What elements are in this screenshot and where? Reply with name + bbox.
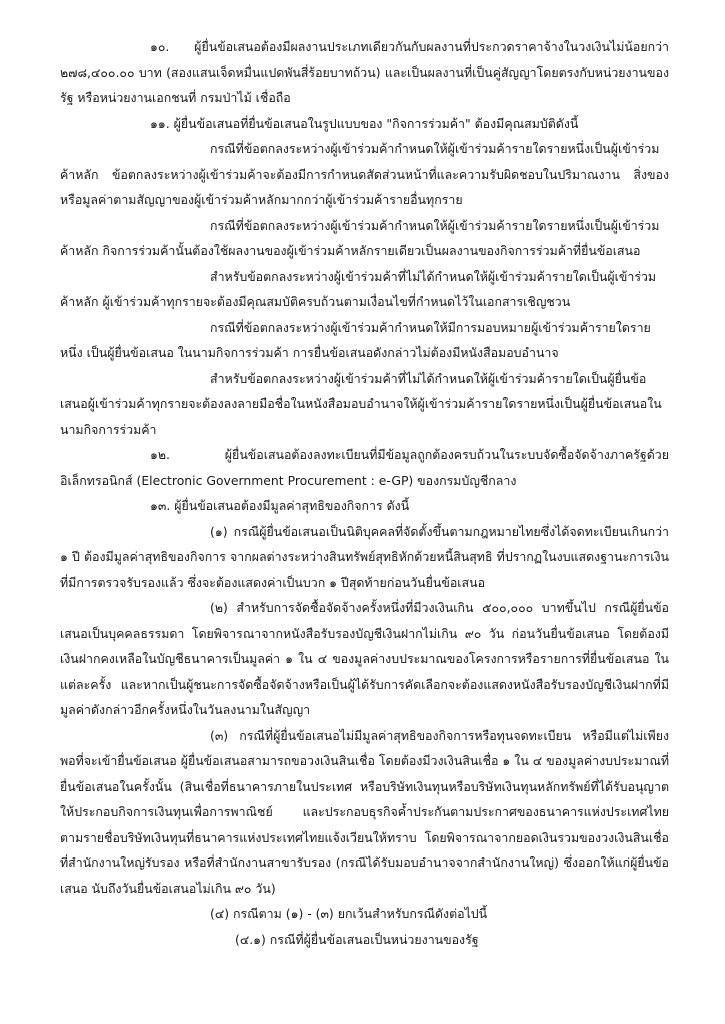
net-worth-item-2: (๒) สำหรับการจัดซื้อจัดจ้างครั้งหนึ่งที่มีวงเงินเกิน ๕๐๐,๐๐๐ บาทขึ้นไป กรณีผู้ยื่นข้อเสนอเป็นบุคคลธรรมดา โดยพิจารณาจากหนังสือรับรองบัญชีเงินฝากไม่เกิน ๙๐ วัน ก่อนวันยื่นข้อเสนอ โดยต้องมีเงินฝากคงเหลือในบัญชีธนาคารเป็นมูลค่า ๑ ใน ๔ ของมูลค่างบประมาณของโครงการหรือรายการที่ยื่นข้อเสนอ ในแต่ละครั้ง และหากเป็นผู้ชนะการจัดซื้อจัดจ้างหรือเป็นผู้ได้รับการคัดเลือกจะต้องแสดงหนังสือรับรองบัญชีเงินฝากที่มีมูลค่าดังกล่าวอีกครั้งหนึ่งในวันลงนามในสัญญา xyxy=(60,600,669,717)
jv-power-of-attorney: สำหรับข้อตกลงระหว่างผู้เข้าร่วมค้าที่ไม่ได้กำหนดให้ผู้เข้าร่วมค้ารายใดเป็นผู้ยื่นข้อเสนอผู้เข้าร่วมค้าทุกรายจะต้องลงลายมือชื่อในหนังสือมอบอำนาจให้ผู้เข้าร่วมค้ารายใดรายหนึ่งเป็นผู้ยื่นข้อเสนอในนามกิจการร่วมค้า xyxy=(60,370,662,437)
net-worth-item-4-1: (๔.๑) กรณีที่ผู้ยื่นข้อเสนอเป็นหน่วยงานของรัฐ xyxy=(235,931,479,947)
clause-10-past-work: ๑๐. ผู้ยื่นข้อเสนอต้องมีผลงานประเภทเดียวกันกับผลงานที่ประกวดราคาจ้างในวงเงินไม่น้อยกว่า ๒๗๘,๔๐๐.๐๐ บาท (สองแสนเจ็ดหมื่นแปดพันสี่ร้อยบาทถ้วน) และเป็นผลงานที่เป็นคู่สัญญาโดยตรงกับหน่วยงานของรัฐ หรือหน่วยงานเอกชนที่ กรมป่าไม้ เชื่อถือ xyxy=(60,39,669,105)
net-worth-item-4: (๔) กรณีตาม (๑) - (๓) ยกเว้นสำหรับกรณีดังต่อไปนี้ xyxy=(210,906,488,921)
clause-13-net-worth: ๑๓. ผู้ยื่นข้อเสนอต้องมีมูลค่าสุทธิของกิจการ ดังนี้ xyxy=(150,498,410,513)
jv-no-lead-qualification: สำหรับข้อตกลงระหว่างผู้เข้าร่วมค้าที่ไม่ได้กำหนดให้ผู้เข้าร่วมค้ารายใดเป็นผู้เข้าร่วมค้าหลัก ผู้เข้าร่วมค้าทุกรายจะต้องมีคุณสมบัติครบถ้วนตามเงื่อนไขที่กำหนดไว้ในเอกสารเชิญชวน xyxy=(60,268,657,309)
net-worth-item-1: (๑) กรณีผู้ยื่นข้อเสนอเป็นนิติบุคคลที่จัดตั้งขึ้นตามกฎหมายไทยซึ่งได้จดทะเบียนเกินกว่า ๑ ปี ต้องมีมูลค่าสุทธิของกิจการ จากผลต่างระหว่างสินทรัพย์สุทธิหักด้วยหนี้สินสุทธิ ที่ปรากฏในงบแสดงฐานะการเงินที่มีการตรวจรับรองแล้ว ซึ่งจะต้องแสดงค่าเป็นบวก ๑ ปีสุดท้ายก่อนวันยื่นข้อเสนอ xyxy=(60,523,669,590)
net-worth-item-3: (๓) กรณีที่ผู้ยื่นข้อเสนอไม่มีมูลค่าสุทธิของกิจการหรือทุนจดทะเบียน หรือมีแต่ไม่เพียงพอที่จะเข้ายื่นข้อเสนอ ผู้ยื่นข้อเสนอสามารถขอวงเงินสินเชื่อ โดยต้องมีวงเงินสินเชื่อ ๑ ใน ๔ ของมูลค่างบประมาณที่ยื่นข้อเสนอในครั้งนั้น (สินเชื่อที่ธนาคารภายในประเทศ หรือบริษัทเงินทุนหรือบริษัทเงินทุนหลักทรัพย์ที่ได้รับอนุญาตให้ประกอบกิจการเงินทุนเพื่อการพาณิชย์ และประกอบธุรกิจค้ำประกันตามประกาศของธนาคารแห่งประเทศไทย ตามรายชื่อบริษัทเงินทุนที่ธนาคารแห่งประเทศไทยแจ้งเวียนให้ทราบ โดยพิจารณาจากยอดเงินรวมของวงเงินสินเชื่อที่สำนักงานใหญ่รับรอง หรือที่สำนักงานสาขารับรอง (กรณีได้รับมอบอำนาจจากสำนักงานใหญ่) ซึ่งออกให้แก่ผู้ยื่นข้อเสนอ นับถึงวันยื่นข้อเสนอไม่เกิน ๙๐ วัน) xyxy=(60,727,669,896)
clause-11-joint-venture: ๑๑. ผู้ยื่นข้อเสนอที่ยื่นข้อเสนอในรูปแบบของ "กิจการร่วมค้า" ต้องมีคุณสมบัติดังนี้ xyxy=(150,115,579,131)
jv-designated-bidder: กรณีที่ข้อตกลงระหว่างผู้เข้าร่วมค้ากำหนดให้มีการมอบหมายผู้เข้าร่วมค้ารายใดรายหนึ่ง เป็นผู้ยื่นข้อเสนอ ในนามกิจการร่วมค้า การยื่นข้อเสนอดังกล่าวไม่ต้องมีหนังสือมอบอำนาจ xyxy=(60,319,651,360)
jv-lead-partner-share: กรณีที่ข้อตกลงระหว่างผู้เข้าร่วมค้ากำหนดให้ผู้เข้าร่วมค้ารายใดรายหนึ่งเป็นผู้เข้าร่วมค้าหลัก ข้อตกลงระหว่างผู้เข้าร่วมค้าจะต้องมีการกำหนดสัดส่วนหน้าที่และความรับผิดชอบในปริมาณงาน สิ่งของ หรือมูลค่าตามสัญญาของผู้เข้าร่วมค้าหลักมากกว่าผู้เข้าร่วมค้ารายอื่นทุกราย xyxy=(60,141,669,207)
jv-lead-partner-portfolio: กรณีที่ข้อตกลงระหว่างผู้เข้าร่วมค้ากำหนดให้ผู้เข้าร่วมค้ารายใดรายหนึ่งเป็นผู้เข้าร่วมค้าหลัก กิจการร่วมค้านั้นต้องใช้ผลงานของผู้เข้าร่วมค้าหลักรายเดียวเป็นผลงานของกิจการร่วมค้าที่ยื่นข้อเสนอ xyxy=(60,217,660,258)
clause-12-egp-registration: ๑๒. ผู้ยื่นข้อเสนอต้องลงทะเบียนที่มีข้อมูลถูกต้องครบถ้วนในระบบจัดซื้อจัดจ้างภาครัฐด้วยอิเล็กทรอนิกส์ (Electronic Government Procurement : e-GP) ของกรมบัญชีกลาง xyxy=(60,447,669,488)
